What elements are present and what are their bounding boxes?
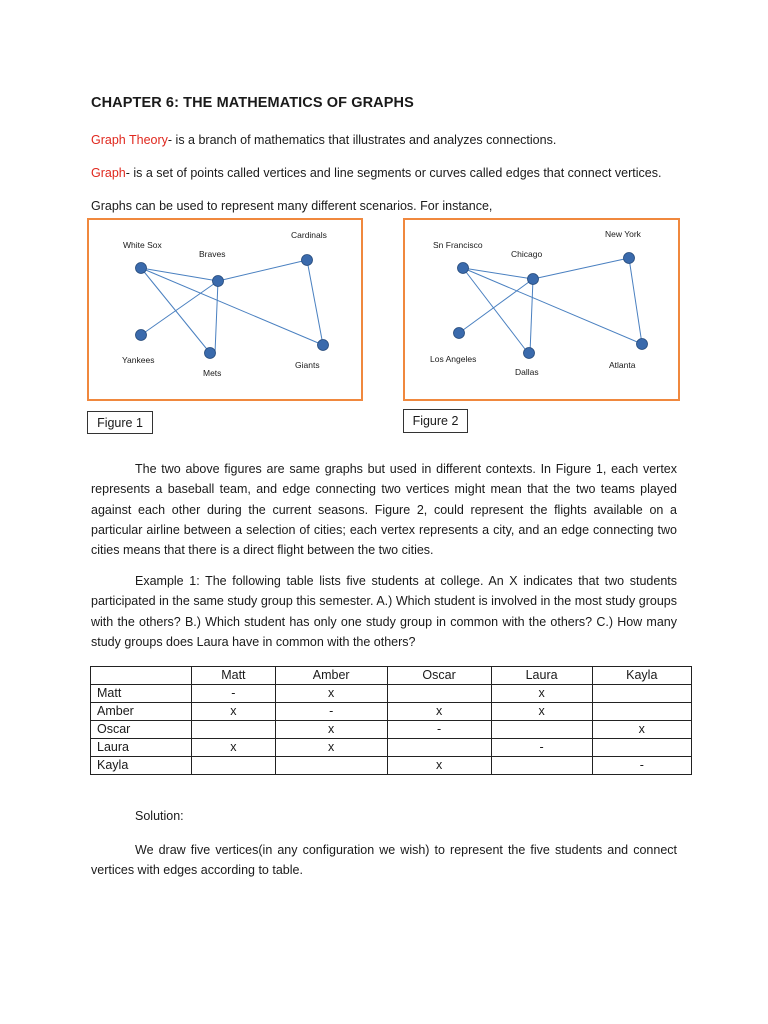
table-cell: - [275, 703, 387, 721]
label-atlanta: Atlanta [609, 360, 636, 370]
label-braves: Braves [199, 249, 226, 259]
label-cardinals: Cardinals [291, 230, 327, 240]
label-san-francisco: Sn Francisco [433, 240, 483, 250]
table-cell: x [275, 739, 387, 757]
table-cell: x [387, 703, 491, 721]
edge [307, 260, 323, 345]
vertex-mets [205, 348, 216, 359]
solution-label: Solution: [135, 809, 184, 823]
table-cell [592, 739, 691, 757]
vertex-new-york [624, 253, 635, 264]
edge [533, 258, 629, 279]
solution-paragraph [91, 840, 677, 881]
definition-graph-theory [91, 133, 556, 147]
table-header-cell: Amber [275, 667, 387, 685]
paragraph-text: The two above figures are same graphs but used in different contexts. In Figure 1, each vertex represents a baseball team, and edge connecting two vertices might mean that the two teams played against each other during the current seasons. Figure 2, could represent the flights available on a particular airline between a selection of cities; each vertex represents a city, and an edge connecting two cities means that there is a direct flight between the two cities. [91, 462, 677, 558]
vertex-cardinals [302, 255, 313, 266]
table-cell [592, 685, 691, 703]
definition-graph [91, 166, 661, 180]
table-cell [387, 739, 491, 757]
edge [463, 268, 642, 344]
edge [141, 268, 218, 281]
vertex-los-angeles [454, 328, 465, 339]
vertex-white-sox [136, 263, 147, 274]
figure-1-caption: Figure 1 [87, 411, 153, 434]
row-name: Amber [91, 703, 192, 721]
table-row [91, 757, 692, 775]
vertex-san-francisco [458, 263, 469, 274]
row-name: Kayla [91, 757, 192, 775]
edge [463, 268, 528, 353]
table-row [91, 703, 692, 721]
table-header-cell [91, 667, 192, 685]
table-cell: x [491, 703, 592, 721]
table-cell [192, 757, 276, 775]
table-cell: x [192, 703, 276, 721]
table-header-row [91, 667, 692, 685]
study-group-table [90, 666, 692, 775]
edge [218, 260, 307, 281]
explanation-paragraph [91, 459, 677, 560]
vertex-giants [318, 340, 329, 351]
table-cell: x [192, 739, 276, 757]
label-new-york: New York [605, 229, 641, 239]
table-row [91, 685, 692, 703]
table-cell: x [592, 721, 691, 739]
table-cell [387, 685, 491, 703]
table-cell: x [491, 685, 592, 703]
edge [215, 281, 218, 353]
table-header-cell: Laura [491, 667, 592, 685]
table-header-cell: Oscar [387, 667, 491, 685]
table-cell: x [275, 685, 387, 703]
table-row [91, 739, 692, 757]
vertex-braves [213, 276, 224, 287]
term-graph-theory: Graph Theory [91, 133, 168, 147]
solution-text: We draw five vertices(in any configuration we wish) to represent the five students and connect vertices with edges according to table. [91, 843, 677, 878]
table-cell [491, 757, 592, 775]
table-cell [592, 703, 691, 721]
term-graph: Graph [91, 166, 126, 180]
example-paragraph [91, 571, 677, 652]
table-cell [192, 721, 276, 739]
vertex-chicago [528, 274, 539, 285]
table-cell: - [592, 757, 691, 775]
table-cell: - [491, 739, 592, 757]
figure-2-caption: Figure 2 [403, 409, 468, 433]
table-header-cell: Matt [192, 667, 276, 685]
table-row [91, 721, 692, 739]
label-yankees: Yankees [122, 355, 155, 365]
edge [141, 268, 323, 345]
label-los-angeles: Los Angeles [430, 354, 477, 364]
label-mets: Mets [203, 368, 222, 378]
figure-1-graph [89, 220, 365, 403]
table-cell [275, 757, 387, 775]
vertex-yankees [136, 330, 147, 341]
figure-1-box [87, 218, 363, 401]
definition-text: - is a branch of mathematics that illustrates and analyzes connections. [167, 133, 557, 147]
definition-text: - is a set of points called vertices and line segments or curves called edges that connect vertices. [125, 166, 662, 180]
intro-sentence: Graphs can be used to represent many different scenarios. For instance, [91, 199, 493, 213]
row-name: Matt [91, 685, 192, 703]
label-dallas: Dallas [515, 367, 539, 377]
row-name: Laura [91, 739, 192, 757]
edge [463, 268, 533, 279]
table-cell: x [275, 721, 387, 739]
vertex-atlanta [637, 339, 648, 350]
edge [530, 279, 533, 353]
example-text: Example 1: The following table lists five students at college. An X indicates that two students participated in the same study group this semester. A.) Which student is involved in the most study groups with the others? B.) Which student has only one study group in common with the others? C.) How many study groups does Laura have in common with the others? [91, 574, 677, 649]
table-cell: - [387, 721, 491, 739]
label-chicago: Chicago [511, 249, 543, 259]
table-cell: - [192, 685, 276, 703]
edge [141, 281, 218, 335]
figure-2-box [403, 218, 680, 401]
row-name: Oscar [91, 721, 192, 739]
page-title: CHAPTER 6: THE MATHEMATICS OF GRAPHS [91, 95, 414, 111]
table-cell [491, 721, 592, 739]
edge [629, 258, 642, 344]
figure-2-graph [405, 220, 682, 403]
label-giants: Giants [295, 360, 320, 370]
table-cell: x [387, 757, 491, 775]
table-header-cell: Kayla [592, 667, 691, 685]
edge [459, 279, 533, 333]
vertex-dallas [524, 348, 535, 359]
label-white-sox: White Sox [123, 240, 162, 250]
